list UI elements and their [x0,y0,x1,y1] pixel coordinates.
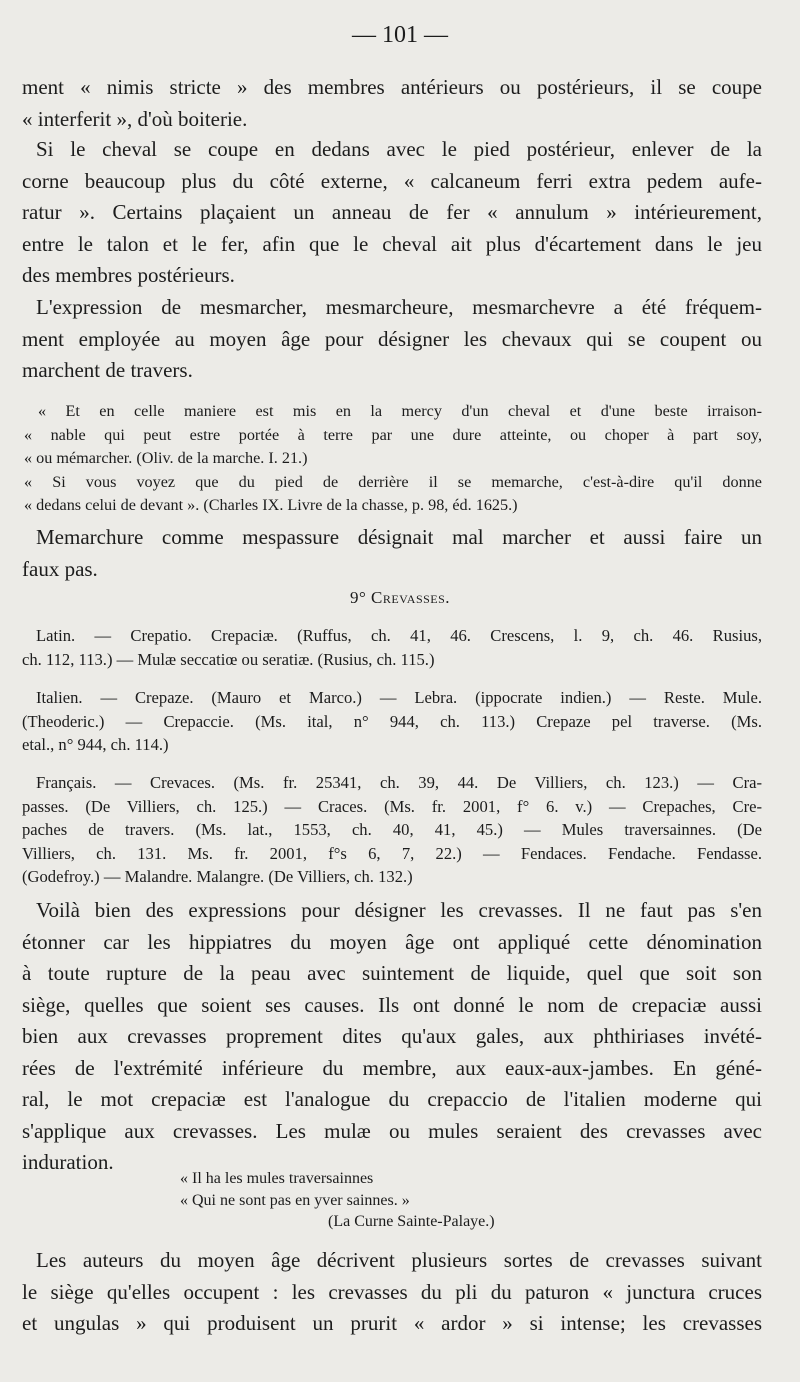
section-title: Crevasses. [371,588,451,607]
text-line: ral, le mot crepaciæ est l'analogue du crepaccio de l'italien moderne qui [22,1087,762,1111]
text-line: « interferit », d'où boiterie. [22,106,248,131]
text-line: Voilà bien des expressions pour désigner les crevasses. Il ne faut pas s'en [36,898,762,922]
paragraph-1 [22,72,762,135]
page-number: — 101 — [352,22,448,48]
text-line: Si le cheval se coupe en dedans avec le pied postérieur, enlever de la [36,137,762,161]
text-line: marchent de travers. [22,358,193,382]
quote-line: « dedans celui de devant ». (Charles IX. Livre de la chasse, p. 98, éd. 1625.) [24,496,518,515]
ref-line: Français. — Crevaces. (Ms. fr. 25341, ch. 39, 44. De Villiers, ch. 123.) — Cra- [36,773,762,792]
section-heading [0,588,800,608]
quotation-block [24,400,762,518]
section-number: 9° [349,588,367,607]
text-line: entre le talon et le fer, afin que le cheval ait plus d'écartement dans le jeu [22,231,762,256]
text-line: étonner car les hippiatres du moyen âge ont appliqué cette dénomination [22,929,762,954]
ref-francais [22,771,762,889]
text-line: bien aux crevasses proprement dites qu'aux gales, aux phthiriases invété- [22,1024,762,1048]
ref-line: (Godefroy.) — Malandre. Malangre. (De Villiers, ch. 132.) [22,867,413,886]
text-line: induration. [22,1150,114,1174]
paragraph-6 [22,1245,762,1340]
text-line: le siège qu'elles occupent : les crevasses du pli du paturon « junctura cruces [22,1279,762,1304]
quote-line: « Si vous voyez que du pied de derrière il se memarche, c'est-à-dire qu'il donne [24,472,762,491]
ref-line: Villiers, ch. 131. Ms. fr. 2001, f°s 6, 7, 22.) — Fendaces. Fendache. Fendasse. [22,843,762,863]
text-line: Memarchure comme mespassure désignait mal marcher et aussi faire un [36,525,762,549]
ref-line: paches de travers. (Ms. lat., 1553, ch. 40, 41, 45.) — Mules traversainnes. (De [22,820,762,839]
text-line: rées de l'extrémité inférieure du membre, aux eaux-aux-jambes. En géné- [22,1055,762,1080]
text-line: L'expression de mesmarcher, mesmarcheure, mesmarchevre a été fréquem- [36,295,762,319]
text-line: s'applique aux crevasses. Les mulæ ou mules seraient des crevasses avec [22,1118,762,1143]
poem-line: « Qui ne sont pas en yver sainnes. » [180,1191,410,1209]
ref-latin [22,624,762,671]
text-line: corne beaucoup plus du côté externe, « calcaneum ferri extra pedem aufe- [22,168,762,193]
poem-line: « Il ha les mules traversainnes [180,1170,374,1187]
text-line: ment employée au moyen âge pour désigner les chevaux qui se coupent ou [22,326,762,351]
text-line: à toute rupture de la peau avec suintement de liquide, quel que soit son [22,961,762,985]
text-line: faux pas. [22,556,98,581]
ref-italien [22,686,762,757]
quote-line: « ou mémarcher. (Oliv. de la marche. I. 21.) [24,449,308,468]
quote-line: « Et en celle maniere est mis en la mercy d'un cheval et d'une beste irraison- [38,402,762,420]
poem-source: (La Curne Sainte-Palaye.) [328,1213,495,1231]
ref-line: Latin. — Crepatio. Crepaciæ. (Ruffus, ch. 41, 46. Crescens, l. 9, ch. 46. Rusius, [36,626,762,645]
poem-quote [180,1168,495,1233]
paragraph-2 [22,134,762,292]
ref-line: passes. (De Villiers, ch. 125.) — Craces. (Ms. fr. 2001, f° 6. v.) — Crepaches, Cre- [22,796,762,816]
ref-line: Italien. — Crepaze. (Mauro et Marco.) — Lebra. (ippocrate indien.) — Reste. Mule. [36,688,762,707]
text-line: Les auteurs du moyen âge décrivent plusieurs sortes de crevasses suivant [36,1248,762,1272]
paragraph-5 [22,895,762,1179]
text-line: des membres postérieurs. [22,263,235,287]
text-line: ratur ». Certains plaçaient un anneau de fer « annulum » intérieurement, [22,200,762,224]
quote-line: « nable qui peut estre portée à terre par une dure atteinte, ou choper à part soy, [24,425,762,444]
ref-line: (Theoderic.) — Crepaccie. (Ms. ital, n° 944, ch. 113.) Crepaze pel traverse. (Ms. [22,711,762,731]
ref-line: etal., n° 944, ch. 114.) [22,735,169,754]
paragraph-4 [22,522,762,585]
ref-line: ch. 112, 113.) — Mulæ seccatiœ ou seratiæ. (Rusius, ch. 115.) [22,649,435,669]
text-line: et ungulas » qui produisent un prurit « ardor » si intense; les crevasses [22,1311,762,1335]
text-line: siège, quelles que soient ses causes. Ils ont donné le nom de crepaciæ aussi [22,992,762,1017]
text-line: ment « nimis stricte » des membres antérieurs ou postérieurs, il se coupe [22,75,762,99]
paragraph-3 [22,292,762,387]
